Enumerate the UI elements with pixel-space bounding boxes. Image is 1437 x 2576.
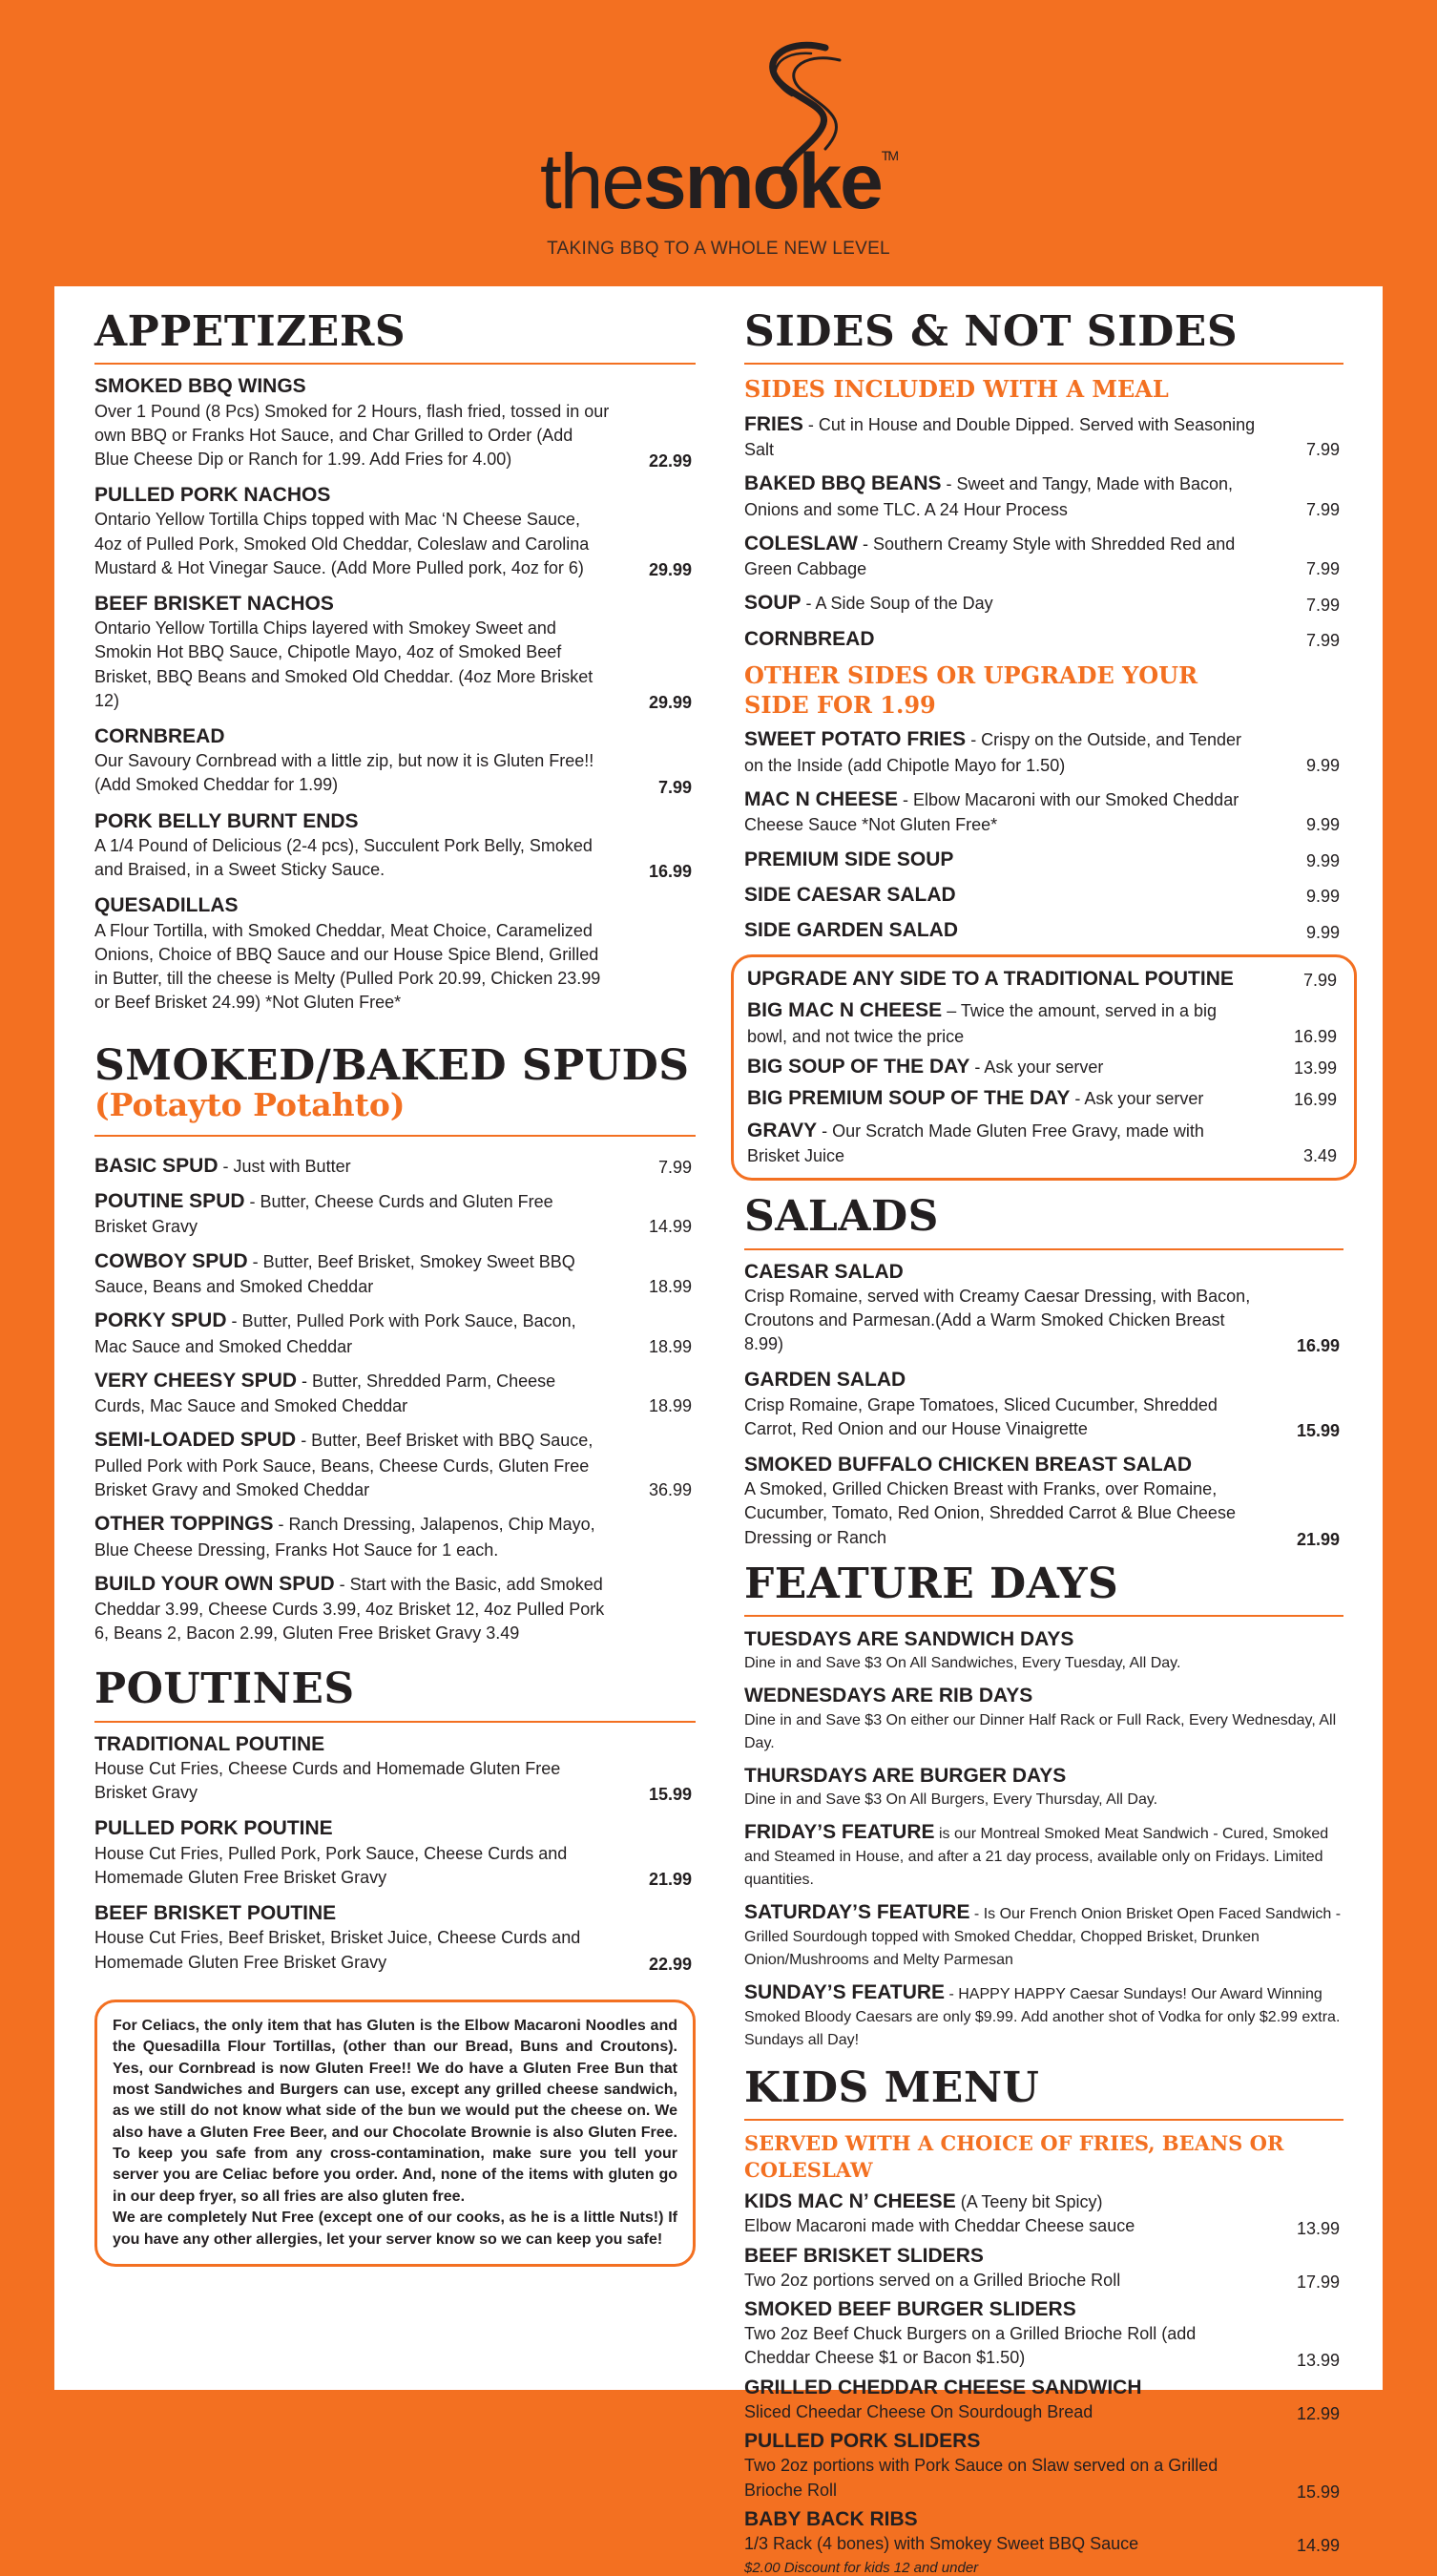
item-name: VERY CHEESY SPUD <box>94 1369 298 1392</box>
item-price: 13.99 <box>1296 2350 1340 2370</box>
item-price: 21.99 <box>1296 1529 1340 1549</box>
item-name: BAKED BBQ BEANS <box>744 472 942 495</box>
item-name: MAC N CHEESE <box>744 788 899 811</box>
item-name: SWEET POTATO FRIES <box>744 728 967 751</box>
item-name-text: PULLED PORK SLIDERS <box>744 2430 981 2453</box>
item-description: House Cut Fries, Beef Brisket, Brisket Juice, Cheese Curds and Homemade Gluten Free Brisket Gravy <box>94 1928 581 1972</box>
allergy-note-nuts: We are completely Nut Free (except one of our cooks, as he is a little Nuts!) If you have any other allergies, let your server know so we can keep you safe! <box>113 2209 677 2248</box>
item-price: 22.99 <box>648 451 692 471</box>
brand-name-thin: the <box>539 138 643 225</box>
item-name: PREMIUM SIDE SOUP <box>744 848 954 870</box>
features-list <box>744 1626 1343 2052</box>
menu-item <box>744 1260 1343 1357</box>
kids-item <box>744 2375 1343 2424</box>
item-name-text: BEEF BRISKET SLIDERS <box>744 2244 984 2267</box>
menu-item <box>744 846 1343 873</box>
sides-upgrade-list <box>744 725 1343 944</box>
item-price: 7.99 <box>1305 499 1340 519</box>
item-name: SIDE CAESAR SALAD <box>744 884 956 907</box>
item-name: COWBOY SPUD <box>94 1249 248 1272</box>
item-price: 7.99 <box>1305 559 1340 579</box>
item-price: 7.99 <box>1305 595 1340 615</box>
item-description: – Twice the amount, served in a big bowl, and not twice the price <box>747 1001 1218 1046</box>
item-name: BUILD YOUR OWN SPUD <box>94 1572 335 1595</box>
item-price: 22.99 <box>648 1954 692 1974</box>
item-name-text: BABY BACK RIBS <box>744 2507 918 2530</box>
menu-item <box>94 809 696 883</box>
item-price: 18.99 <box>648 1277 692 1297</box>
sides-included-title: SIDES INCLUDED WITH A MEAL <box>744 375 1169 404</box>
sides-included-list <box>744 410 1343 654</box>
item-name: GARDEN SALAD <box>744 1369 906 1392</box>
poutines-title: POUTINES <box>94 1666 696 1722</box>
item-description: - Our Scratch Made Gluten Free Gravy, made with Brisket Juice <box>747 1120 1204 1165</box>
menu-item <box>94 374 696 471</box>
item-name: CAESAR SALAD <box>744 1260 904 1283</box>
item-name: SIDE GARDEN SALAD <box>744 919 959 942</box>
item-description: - Ask your server <box>1070 1089 1204 1109</box>
kids-item <box>744 2189 1343 2238</box>
feature-day <box>744 1979 1343 2052</box>
spuds-subtitle: (Potayto Potahto) <box>94 1086 696 1137</box>
item-name <box>744 2243 1258 2269</box>
tagline: TAKING BBQ TO A WHOLE NEW LEVEL <box>547 239 890 259</box>
item-name: UPGRADE ANY SIDE TO A TRADITIONAL POUTINE <box>747 967 1234 990</box>
item-name: FRIES <box>744 412 803 435</box>
item-name: PULLED PORK POUTINE <box>94 1817 333 1840</box>
item-name: POUTINE SPUD <box>94 1190 245 1213</box>
feature-description: Dine in and Save $3 On either our Dinner Half Rack or Full Rack, Every Wednesday, All Day. <box>744 1711 1337 1751</box>
kids-subtitle: SERVED WITH A CHOICE OF FRIES, BEANS OR COLESLAW <box>744 2131 1284 2182</box>
item-description: Two 2oz portions served on a Grilled Brioche Roll <box>744 2270 1121 2290</box>
salads-list <box>744 1260 1343 1550</box>
item-description: - Sweet and Tangy, Made with Bacon, Onions and some TLC. A 24 Hour Process <box>744 474 1234 519</box>
feature-description: - HAPPY HAPPY Caesar Sundays! Our Award Winning Smoked Bloody Caesars are only $9.99. Add another shot of Vodka for only $2.99 extra. Sundays all Day! <box>744 1986 1341 2049</box>
item-name: BEEF BRISKET POUTINE <box>94 1902 337 1925</box>
menu-item <box>94 1901 696 1975</box>
menu-item <box>744 916 1343 944</box>
item-price: 12.99 <box>1296 2404 1340 2424</box>
item-description: Two 2oz Beef Chuck Burgers on a Grilled Brioche Roll (add Cheddar Cheese $1 or Bacon $1.50) <box>744 2324 1197 2368</box>
spuds-list <box>94 1152 696 1646</box>
header <box>0 0 1437 286</box>
menu-item <box>744 1368 1343 1441</box>
feature-name: WEDNESDAYS ARE RIB DAYS <box>744 1685 1033 1707</box>
menu-item <box>94 1732 696 1806</box>
item-price: 7.99 <box>1302 971 1337 990</box>
item-description: Ontario Yellow Tortilla Chips topped with Mac ‘N Cheese Sauce, 4oz of Pulled Pork, Smoked Old Cheddar, Coleslaw and Carolina Mustard & Hot Vinegar Sauce. (Add More Pulled pork, 4oz for 6) <box>94 510 590 577</box>
menu-item <box>94 1187 696 1240</box>
menu-item <box>94 1510 696 1562</box>
right-column <box>744 309 1343 2576</box>
item-price: 15.99 <box>1296 1420 1340 1440</box>
menu-item <box>747 965 1341 993</box>
features-title: FEATURE DAYS <box>744 1561 1343 1617</box>
item-name: SMOKED BBQ WINGS <box>94 375 306 398</box>
feature-name: SUNDAY’S FEATURE <box>744 1981 946 2004</box>
menu-item <box>747 996 1341 1049</box>
item-description: - Butter, Cheese Curds and Gluten Free Brisket Gravy <box>94 1192 553 1237</box>
menu-item <box>744 1453 1343 1550</box>
feature-name: FRIDAY’S FEATURE <box>744 1821 935 1844</box>
item-name: OTHER TOPPINGS <box>94 1513 274 1536</box>
item-name-text: SMOKED BEEF BURGER SLIDERS <box>744 2298 1076 2320</box>
item-price: 7.99 <box>1305 439 1340 459</box>
menu-item <box>744 530 1343 582</box>
item-price: 3.49 <box>1302 1145 1337 1165</box>
menu-item <box>744 725 1343 778</box>
poutines-list <box>94 1732 696 1975</box>
menu-item <box>94 592 696 713</box>
item-description: Two 2oz portions with Pork Sauce on Slaw served on a Grilled Brioche Roll <box>744 2456 1218 2500</box>
item-price: 36.99 <box>648 1479 692 1499</box>
item-description: - Cut in House and Double Dipped. Served with Seasoning Salt <box>744 414 1256 459</box>
item-price: 9.99 <box>1305 755 1340 775</box>
item-price: 29.99 <box>648 693 692 713</box>
menu-panel <box>54 286 1383 2576</box>
item-description: - Butter, Beef Brisket with BBQ Sauce, Pulled Pork with Pork Sauce, Beans, Cheese Curds, Gluten Free Brisket Gravy and Smoked Cheddar <box>94 1431 594 1499</box>
item-price: 15.99 <box>648 1785 692 1805</box>
item-description: - Butter, Beef Brisket, Smokey Sweet BBQ Sauce, Beans and Smoked Cheddar <box>94 1251 575 1297</box>
trademark: TM <box>881 148 898 163</box>
item-price: 21.99 <box>648 1870 692 1890</box>
sides-upgrade-box <box>731 954 1357 1181</box>
item-price: 29.99 <box>648 560 692 580</box>
item-name: CORNBREAD <box>94 725 225 748</box>
menu-item <box>94 1152 696 1180</box>
item-description: Crisp Romaine, Grape Tomatoes, Sliced Cucumber, Shredded Carrot, Red Onion and our House Vinaigrette <box>744 1394 1218 1438</box>
item-price: 7.99 <box>657 1157 692 1177</box>
menu-item <box>94 1426 696 1502</box>
item-price: 9.99 <box>1305 922 1340 942</box>
item-description: Over 1 Pound (8 Pcs) Smoked for 2 Hours, flash fried, tossed in our own BBQ or Franks Hot Sauce, and Char Grilled to Order (Add Blue Cheese Dip or Ranch for 1.99. Add Fries for 4.00) <box>94 401 610 470</box>
item-name: COLESLAW <box>744 532 858 555</box>
item-price: 14.99 <box>648 1217 692 1237</box>
item-description: - Just with Butter <box>218 1156 351 1176</box>
kids-list <box>744 2189 1343 2556</box>
menu-item <box>747 1117 1341 1169</box>
feature-day <box>744 1626 1343 1675</box>
menu-item <box>744 589 1343 617</box>
feature-day <box>744 1899 1343 1972</box>
kids-title: KIDS MENU <box>744 2065 1343 2121</box>
item-name: CORNBREAD <box>744 627 875 650</box>
feature-text <box>744 1979 1343 2052</box>
menu-item <box>744 410 1343 463</box>
menu-item <box>747 1053 1341 1080</box>
item-description: Crisp Romaine, served with Creamy Caesar Dressing, with Bacon, Croutons and Parmesan.(Add a Warm Smoked Chicken Breast 8.99) <box>744 1286 1251 1354</box>
kids-item <box>744 2243 1343 2293</box>
item-price: 18.99 <box>648 1396 692 1416</box>
feature-text <box>744 1899 1343 1972</box>
feature-name: SATURDAY’S FEATURE <box>744 1901 970 1924</box>
item-description: - Butter, Shredded Parm, Cheese Curds, Mac Sauce and Smoked Cheddar <box>94 1371 556 1416</box>
menu-item <box>94 483 696 580</box>
feature-description: - Is Our French Onion Brisket Open Faced Sandwich - Grilled Sourdough topped with Smoked Cheddar, Chopped Brisket, Drunken Onion/Mushrooms and Melty Parmesan <box>744 1906 1342 1969</box>
item-price: 16.99 <box>1293 1090 1337 1110</box>
item-description: - Ranch Dressing, Jalapenos, Chip Mayo, Blue Cheese Dressing, Franks Hot Sauce for 1 each. <box>94 1515 595 1560</box>
feature-description: Dine in and Save $3 On All Burgers, Every Thursday, All Day. <box>744 1791 1158 1809</box>
feature-text <box>744 1819 1343 1892</box>
menu-item <box>744 470 1343 522</box>
item-name: SEMI-LOADED SPUD <box>94 1429 297 1452</box>
item-price: 16.99 <box>1293 1026 1337 1046</box>
menu-item <box>744 625 1343 653</box>
item-name: BIG MAC N CHEESE <box>747 999 943 1022</box>
item-price: 18.99 <box>648 1336 692 1356</box>
kids-discount-note: $2.00 Discount for kids 12 and under <box>744 2560 979 2576</box>
allergy-note <box>94 2000 696 2267</box>
item-description: A Flour Tortilla, with Smoked Cheddar, Meat Choice, Caramelized Onions, Choice of BBQ Sauce and our House Spice Blend, Grilled in Butter, till the cheese is Melty (Pulled Pork 20.99, Chicken 23.99 or Beef Brisket 24.99) *Not Gluten Free* <box>94 920 601 1013</box>
item-description: - Southern Creamy Style with Shredded Red and Green Cabbage <box>744 534 1236 579</box>
feature-day <box>744 1819 1343 1892</box>
item-name: TRADITIONAL POUTINE <box>94 1732 325 1755</box>
menu-item <box>744 881 1343 909</box>
item-name: SMOKED BUFFALO CHICKEN BREAST SALAD <box>744 1453 1193 1476</box>
item-description: A Smoked, Grilled Chicken Breast with Franks, over Romaine, Cucumber, Tomato, Red Onion, Shredded Carrot & Blue Cheese Dressing or Ranch <box>744 1479 1236 1547</box>
feature-name: TUESDAYS ARE SANDWICH DAYS <box>744 1628 1074 1651</box>
item-description: Sliced Cheedar Cheese On Sourdough Bread <box>744 2401 1093 2421</box>
item-price: 9.99 <box>1305 850 1340 870</box>
item-price: 14.99 <box>1296 2536 1340 2556</box>
appetizers-list <box>94 374 696 1015</box>
brand-name-bold: smoke <box>642 138 882 225</box>
feature-description: is our Montreal Smoked Meat Sandwich - Cured, Smoked and Steamed in House, and after a 21 day process, available only on Fridays. Limited quantities. <box>744 1826 1329 1889</box>
brand-wordmark <box>0 138 1437 225</box>
spuds-title-text: SMOKED/BAKED SPUDS <box>94 1041 690 1091</box>
item-price: 15.99 <box>1296 2482 1340 2502</box>
item-name-extra: (A Teeny bit Spicy) <box>955 2192 1103 2212</box>
salads-title: SALADS <box>744 1194 1343 1249</box>
item-description: - Crispy on the Outside, and Tender on the Inside (add Chipotle Mayo for 1.50) <box>744 730 1242 775</box>
menu-item <box>94 1570 696 1646</box>
item-name <box>744 2189 1258 2214</box>
item-description: - Elbow Macaroni with our Smoked Cheddar Cheese Sauce *Not Gluten Free* <box>744 790 1239 835</box>
item-name: PORKY SPUD <box>94 1309 227 1332</box>
item-price: 7.99 <box>1305 630 1340 650</box>
item-name <box>744 2428 1258 2454</box>
menu-item <box>94 1247 696 1300</box>
item-price: 7.99 <box>657 777 692 797</box>
kids-item <box>744 2428 1343 2503</box>
menu-item <box>94 893 696 1015</box>
sides-title: SIDES & NOT SIDES <box>744 309 1343 365</box>
item-name: PORK BELLY BURNT ENDS <box>94 809 359 832</box>
item-description: Our Savoury Cornbread with a little zip, but now it is Gluten Free!! (Add Smoked Cheddar for 1.99) <box>94 751 594 795</box>
feature-day <box>744 1683 1343 1754</box>
item-description: - Butter, Pulled Pork with Pork Sauce, Bacon, Mac Sauce and Smoked Cheddar <box>94 1311 576 1356</box>
item-name <box>744 2506 1258 2532</box>
kids-item <box>744 2296 1343 2371</box>
spuds-title <box>94 1043 696 1089</box>
item-name: BASIC SPUD <box>94 1154 219 1177</box>
item-name: BIG SOUP OF THE DAY <box>747 1055 970 1078</box>
item-price: 16.99 <box>648 862 692 882</box>
item-price: 9.99 <box>1305 887 1340 907</box>
item-description: 1/3 Rack (4 bones) with Smokey Sweet BBQ Sauce <box>744 2534 1139 2554</box>
item-name: SOUP <box>744 592 802 615</box>
kids-item <box>744 2506 1343 2556</box>
menu-item <box>94 1367 696 1419</box>
item-price: 9.99 <box>1305 815 1340 835</box>
item-description: House Cut Fries, Pulled Pork, Pork Sauce, Cheese Curds and Homemade Gluten Free Brisket Gravy <box>94 1843 568 1887</box>
item-name-text: GRILLED CHEDDAR CHEESE SANDWICH <box>744 2376 1142 2398</box>
item-name <box>744 2296 1258 2322</box>
item-description: - A Side Soup of the Day <box>801 594 993 614</box>
item-price: 16.99 <box>1296 1336 1340 1356</box>
item-price: 17.99 <box>1296 2272 1340 2292</box>
item-description: Elbow Macaroni made with Cheddar Cheese sauce <box>744 2216 1135 2236</box>
item-name: QUESADILLAS <box>94 894 239 917</box>
allergy-note-gluten: For Celiacs, the only item that has Gluten is the Elbow Macaroni Noodles and the Quesadilla Flour Tortillas, (other than our Bread, Buns and Croutons). Yes, our Cornbread is now Gluten Free!! We do have a Gluten Free Bun that most Sandwiches and Burgers can use, except any grilled cheese sandwich, as we still do not know what side of the bun we would put the cheese on. We also have a Gluten Free Beer, and our Chocolate Brownie is also Gluten Free. To keep you safe from any cross-contamination, make sure you tell your server you are Celiac before you order. And, none of the items with gluten go in our deep fryer, so all fries are also gluten free. <box>113 2017 677 2205</box>
item-name: BEEF BRISKET NACHOS <box>94 593 334 616</box>
item-price: 13.99 <box>1296 2218 1340 2238</box>
appetizers-title: APPETIZERS <box>94 309 696 365</box>
menu-item <box>94 1307 696 1359</box>
feature-name: THURSDAYS ARE BURGER DAYS <box>744 1764 1067 1787</box>
item-description: - Start with the Basic, add Smoked Cheddar 3.99, Cheese Curds 3.99, 4oz Brisket 12, 4oz Pulled Pork 6, Beans 2, Bacon 2.99, Gluten Free Brisket Gravy 3.49 <box>94 1574 605 1644</box>
menu-item <box>94 724 696 798</box>
item-name <box>744 2375 1258 2400</box>
item-name: PULLED PORK NACHOS <box>94 484 331 507</box>
item-price: 13.99 <box>1293 1058 1337 1078</box>
item-name: BIG PREMIUM SOUP OF THE DAY <box>747 1087 1071 1110</box>
sides-upgrade-title: OTHER SIDES OR UPGRADE YOUR SIDE FOR 1.99 <box>744 661 1198 720</box>
feature-description: Dine in and Save $3 On All Sandwiches, Every Tuesday, All Day. <box>744 1655 1181 1672</box>
menu-item <box>94 1816 696 1890</box>
item-description: Ontario Yellow Tortilla Chips layered with Smokey Sweet and Smokin Hot BBQ Sauce, Chipotle Mayo, 4oz of Smoked Beef Brisket, BBQ Beans and Smoked Old Cheddar. (4oz More Brisket 12) <box>94 618 594 710</box>
feature-day <box>744 1763 1343 1812</box>
item-description: - Ask your server <box>969 1057 1104 1077</box>
item-name-text: KIDS MAC N’ CHEESE <box>744 2190 956 2213</box>
item-name: GRAVY <box>747 1119 818 1141</box>
menu-item <box>744 785 1343 838</box>
item-description: A 1/4 Pound of Delicious (2-4 pcs), Succulent Pork Belly, Smoked and Braised, in a Sweet Sticky Sauce. <box>94 835 593 880</box>
left-column <box>94 309 696 2267</box>
menu-item <box>747 1084 1341 1112</box>
item-description: House Cut Fries, Cheese Curds and Homemade Gluten Free Brisket Gravy <box>94 1759 561 1803</box>
